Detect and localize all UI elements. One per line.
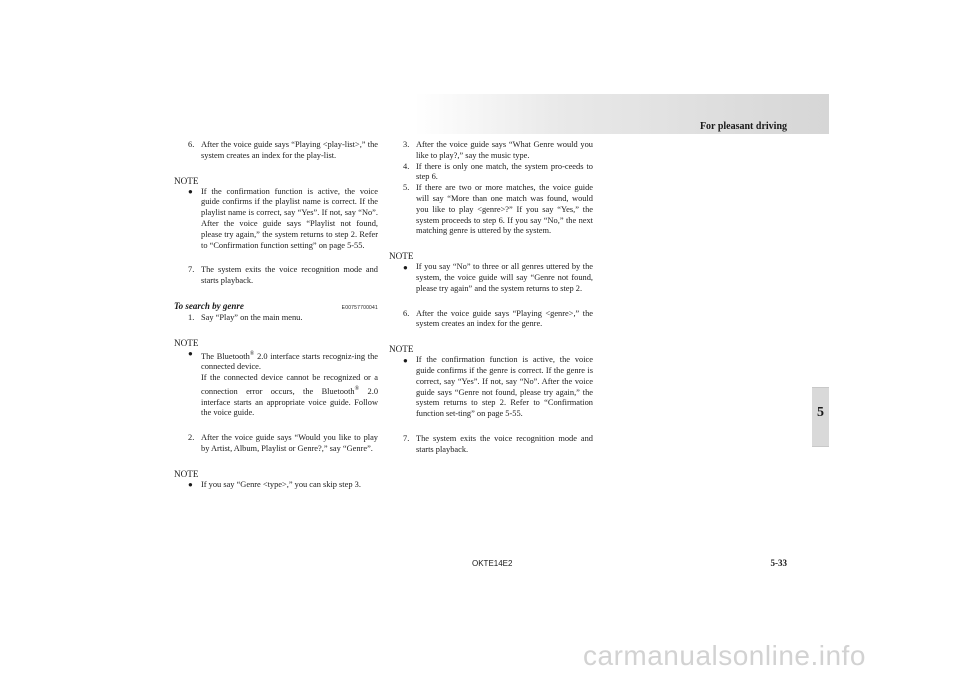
step-7-playlist <box>188 265 378 287</box>
step-text: If there are two or more matches, the voice guide will say “More than one match was found, would you like to play <genre>?” If you say “Yes,” the system proceeds to step 6. If you say “No,” the next matching genre is uttered by the system. <box>416 183 593 236</box>
note-confirmation-genre <box>403 355 593 420</box>
step-4-genre <box>403 162 593 184</box>
watermark: carmanualsonline.info <box>583 640 866 671</box>
bullet-icon: ● <box>403 355 408 365</box>
page-number: 5-33 <box>770 558 787 568</box>
bullet-icon: ● <box>403 262 408 272</box>
step-number: 7. <box>403 433 410 443</box>
document-code: OKTE14E2 <box>472 559 513 568</box>
step-5-genre <box>403 183 593 237</box>
step-number: 2. <box>188 433 195 443</box>
step-text: Say “Play” on the main menu. <box>201 312 303 322</box>
note-text: If the confirmation function is active, the voice guide confirms if the genre is correct. If the genre is correct, say “Yes”. If not, say “No”. After the voice guide says “Genre not found, please try again,” the system returns to step 2. Refer to “Confirmation function set-ting” on page 5-55. <box>416 355 593 419</box>
reference-code: E00757700041 <box>341 304 378 311</box>
step-number: 7. <box>188 265 195 275</box>
step-text: The system exits the voice recognition mode and starts playback. <box>416 433 593 454</box>
note-confirmation-playlist <box>188 187 378 252</box>
step-text: After the voice guide says “What Genre would you like to play?,” say the music type. <box>416 140 593 160</box>
bullet-icon: ● <box>188 349 193 359</box>
note-bluetooth <box>188 349 378 419</box>
registered-mark: ® <box>249 350 255 357</box>
bullet-icon: ● <box>188 480 193 490</box>
note-text-2a: If the connected device cannot be recognized or a connection error occurs, the Bluetooth <box>201 373 378 396</box>
step-text: After the voice guide says “Playing <play-list>,” the system creates an index for the play-list. <box>201 140 378 160</box>
note-heading: NOTE <box>389 251 414 262</box>
step-3-genre <box>403 140 593 162</box>
step-text: If there is only one match, the system pro-ceeds to step 6. <box>416 161 593 182</box>
step-1-genre <box>188 313 378 324</box>
note-heading: NOTE <box>174 337 199 348</box>
registered-mark: ® <box>354 385 360 392</box>
note-heading: NOTE <box>389 344 414 355</box>
note-skip-step <box>188 480 378 491</box>
chapter-number: 5 <box>817 405 824 420</box>
step-number: 6. <box>188 140 195 149</box>
step-text: After the voice guide says “Playing <genre>,” the system creates an index for the genre. <box>416 308 593 329</box>
left-column <box>174 140 379 491</box>
note-text-1a: The Bluetooth <box>201 351 250 361</box>
subheading-search-by-genre <box>174 301 378 313</box>
bullet-icon: ● <box>188 187 193 197</box>
note-genre-not-found <box>403 262 593 294</box>
step-7-genre <box>403 434 593 456</box>
step-number: 3. <box>403 140 410 149</box>
step-number: 5. <box>403 183 410 193</box>
step-6-genre <box>403 309 593 331</box>
note-text-1b: 2.0 interface starts recogniz-ing the connected device. <box>201 351 378 372</box>
note-text-2b: 2.0 interface starts an appropriate voice guide. Follow the voice guide. <box>201 386 379 418</box>
note-text: If you say “No” to three or all genres uttered by the system, the voice guide will say “Genre not found, please try again” and the system returns to step 2. <box>416 262 593 293</box>
step-number: 1. <box>188 312 195 322</box>
step-number: 4. <box>403 161 410 171</box>
step-text: After the voice guide says “Would you like to play by Artist, Album, Playlist or Genre?,” say “Genre”. <box>201 433 378 453</box>
right-column <box>389 140 593 456</box>
note-text: If you say “Genre <type>,” you can skip step 3. <box>201 479 361 489</box>
note-heading: NOTE <box>174 175 199 186</box>
step-text: The system exits the voice recognition mode and starts playback. <box>201 265 378 286</box>
section-title: For pleasant driving <box>699 121 787 132</box>
subheading-title: To search by genre <box>174 300 244 311</box>
step-6-playlist <box>188 140 378 162</box>
step-2-genre <box>188 433 378 455</box>
note-text: If the confirmation function is active, the voice guide confirms if the playlist name is correct. If the playlist name is correct, say “Yes”. If not, say “No”. After the voice guide says “Playlist not found, please try again,” the system returns to step 2. Refer to “Confirmation function setting” on page 5-55. <box>201 186 378 250</box>
step-number: 6. <box>403 308 410 318</box>
note-heading: NOTE <box>174 468 199 479</box>
